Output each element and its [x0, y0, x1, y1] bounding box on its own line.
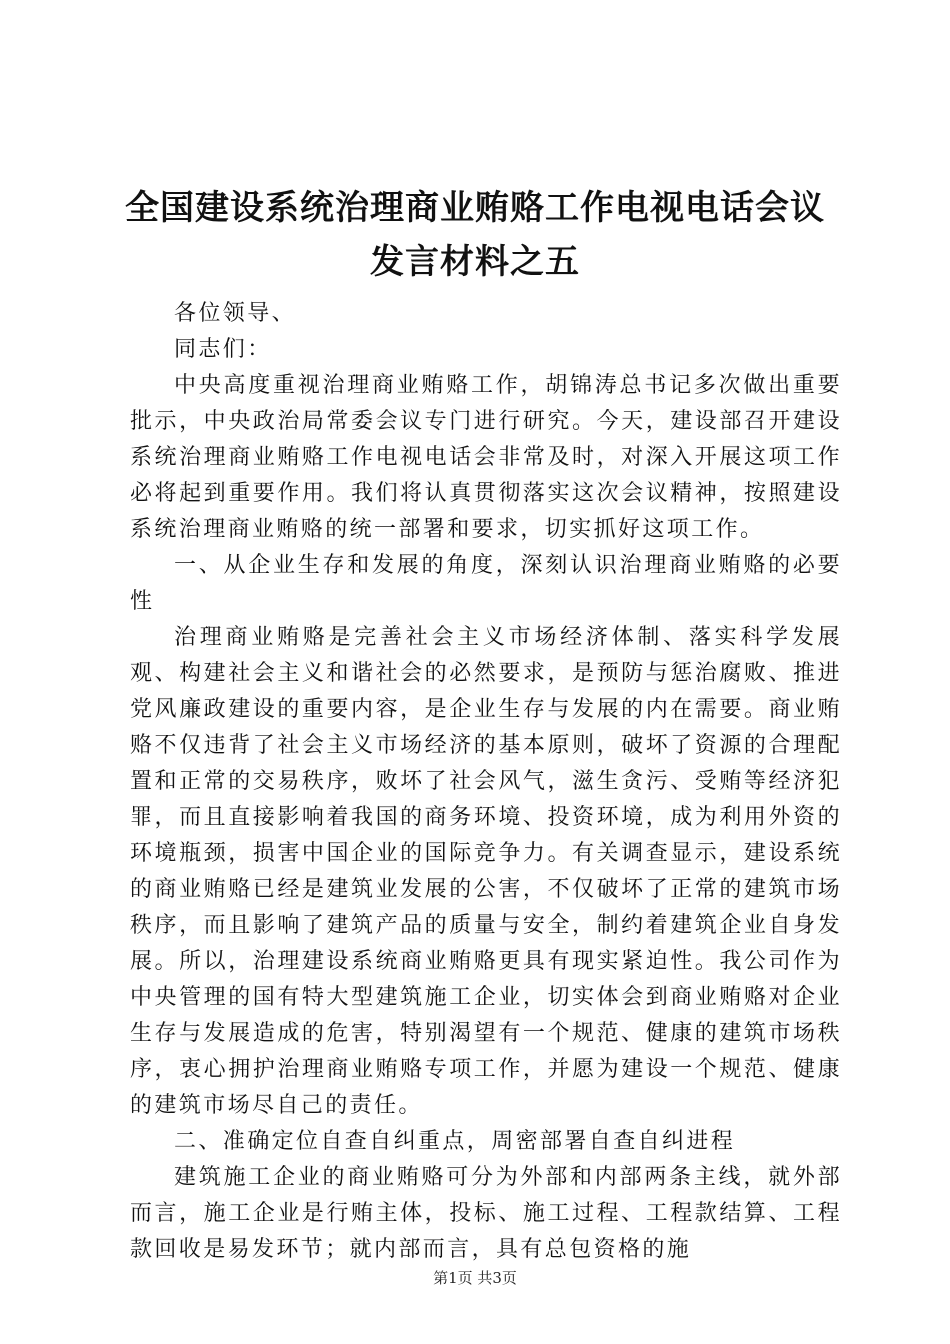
document-body — [130, 296, 842, 1268]
section-heading-2: 二、准确定位自查自纠重点，周密部署自查自纠进程 — [174, 1129, 736, 1154]
document-title-line-2: 发言材料之五 — [370, 242, 580, 282]
paragraph-intro: 中央高度重视治理商业贿赂工作，胡锦涛总书记多次做出重要批示，中央政治局常委会议专门进行研究。今天，建设部召开建设系统治理商业贿赂工作电视电话会非常及时，对深入开展这项工作必将起到重要作用。我们将认真贯彻落实这次会议精神，按照建设系统治理商业贿赂的统一部署和要求，切实抓好这项工作。 — [130, 373, 842, 542]
paragraph-necessity: 治理商业贿赂是完善社会主义市场经济体制、落实科学发展观、构建社会主义和谐社会的必然要求，是预防与惩治腐败、推进党风廉政建设的重要内容，是企业生存与发展的内在需要。商业贿赂不仅违背了社会主义市场经济的基本原则，破坏了资源的合理配置和正常的交易秩序，败坏了社会风气，滋生贪污、受贿等经济犯罪，而且直接影响着我国的商务环境、投资环境，成为利用外资的环境瓶颈，损害中国企业的国际竞争力。有关调查显示，建设系统的商业贿赂已经是建筑业发展的公害，不仅破坏了正常的建筑市场秩序，而且影响了建筑产品的质量与安全，制约着建筑企业自身发展。所以，治理建设系统商业贿赂更具有现实紧迫性。我公司作为中央管理的国有特大型建筑施工企业，切实体会到商业贿赂对企业生存与发展造成的危害，特别渴望有一个规范、健康的建筑市场秩序，衷心拥护治理商业贿赂专项工作，并愿为建设一个规范、健康的建筑市场尽自己的责任。 — [130, 625, 842, 1118]
section-heading-1: 一、从企业生存和发展的角度，深刻认识治理商业贿赂的必要性 — [130, 553, 842, 614]
paragraph-self-inspection: 建筑施工企业的商业贿赂可分为外部和内部两条主线，就外部而言，施工企业是行贿主体，投标、施工过程、工程款结算、工程款回收是易发环节；就内部而言，具有总包资格的施 — [130, 1165, 842, 1262]
page-number-footer: 第1页 共3页 — [433, 1269, 517, 1287]
document-title-line-1: 全国建设系统治理商业贿赂工作电视电话会议 — [125, 188, 825, 228]
salutation-leaders: 各位领导、 — [174, 301, 297, 326]
salutation-comrades: 同志们： — [174, 337, 272, 362]
